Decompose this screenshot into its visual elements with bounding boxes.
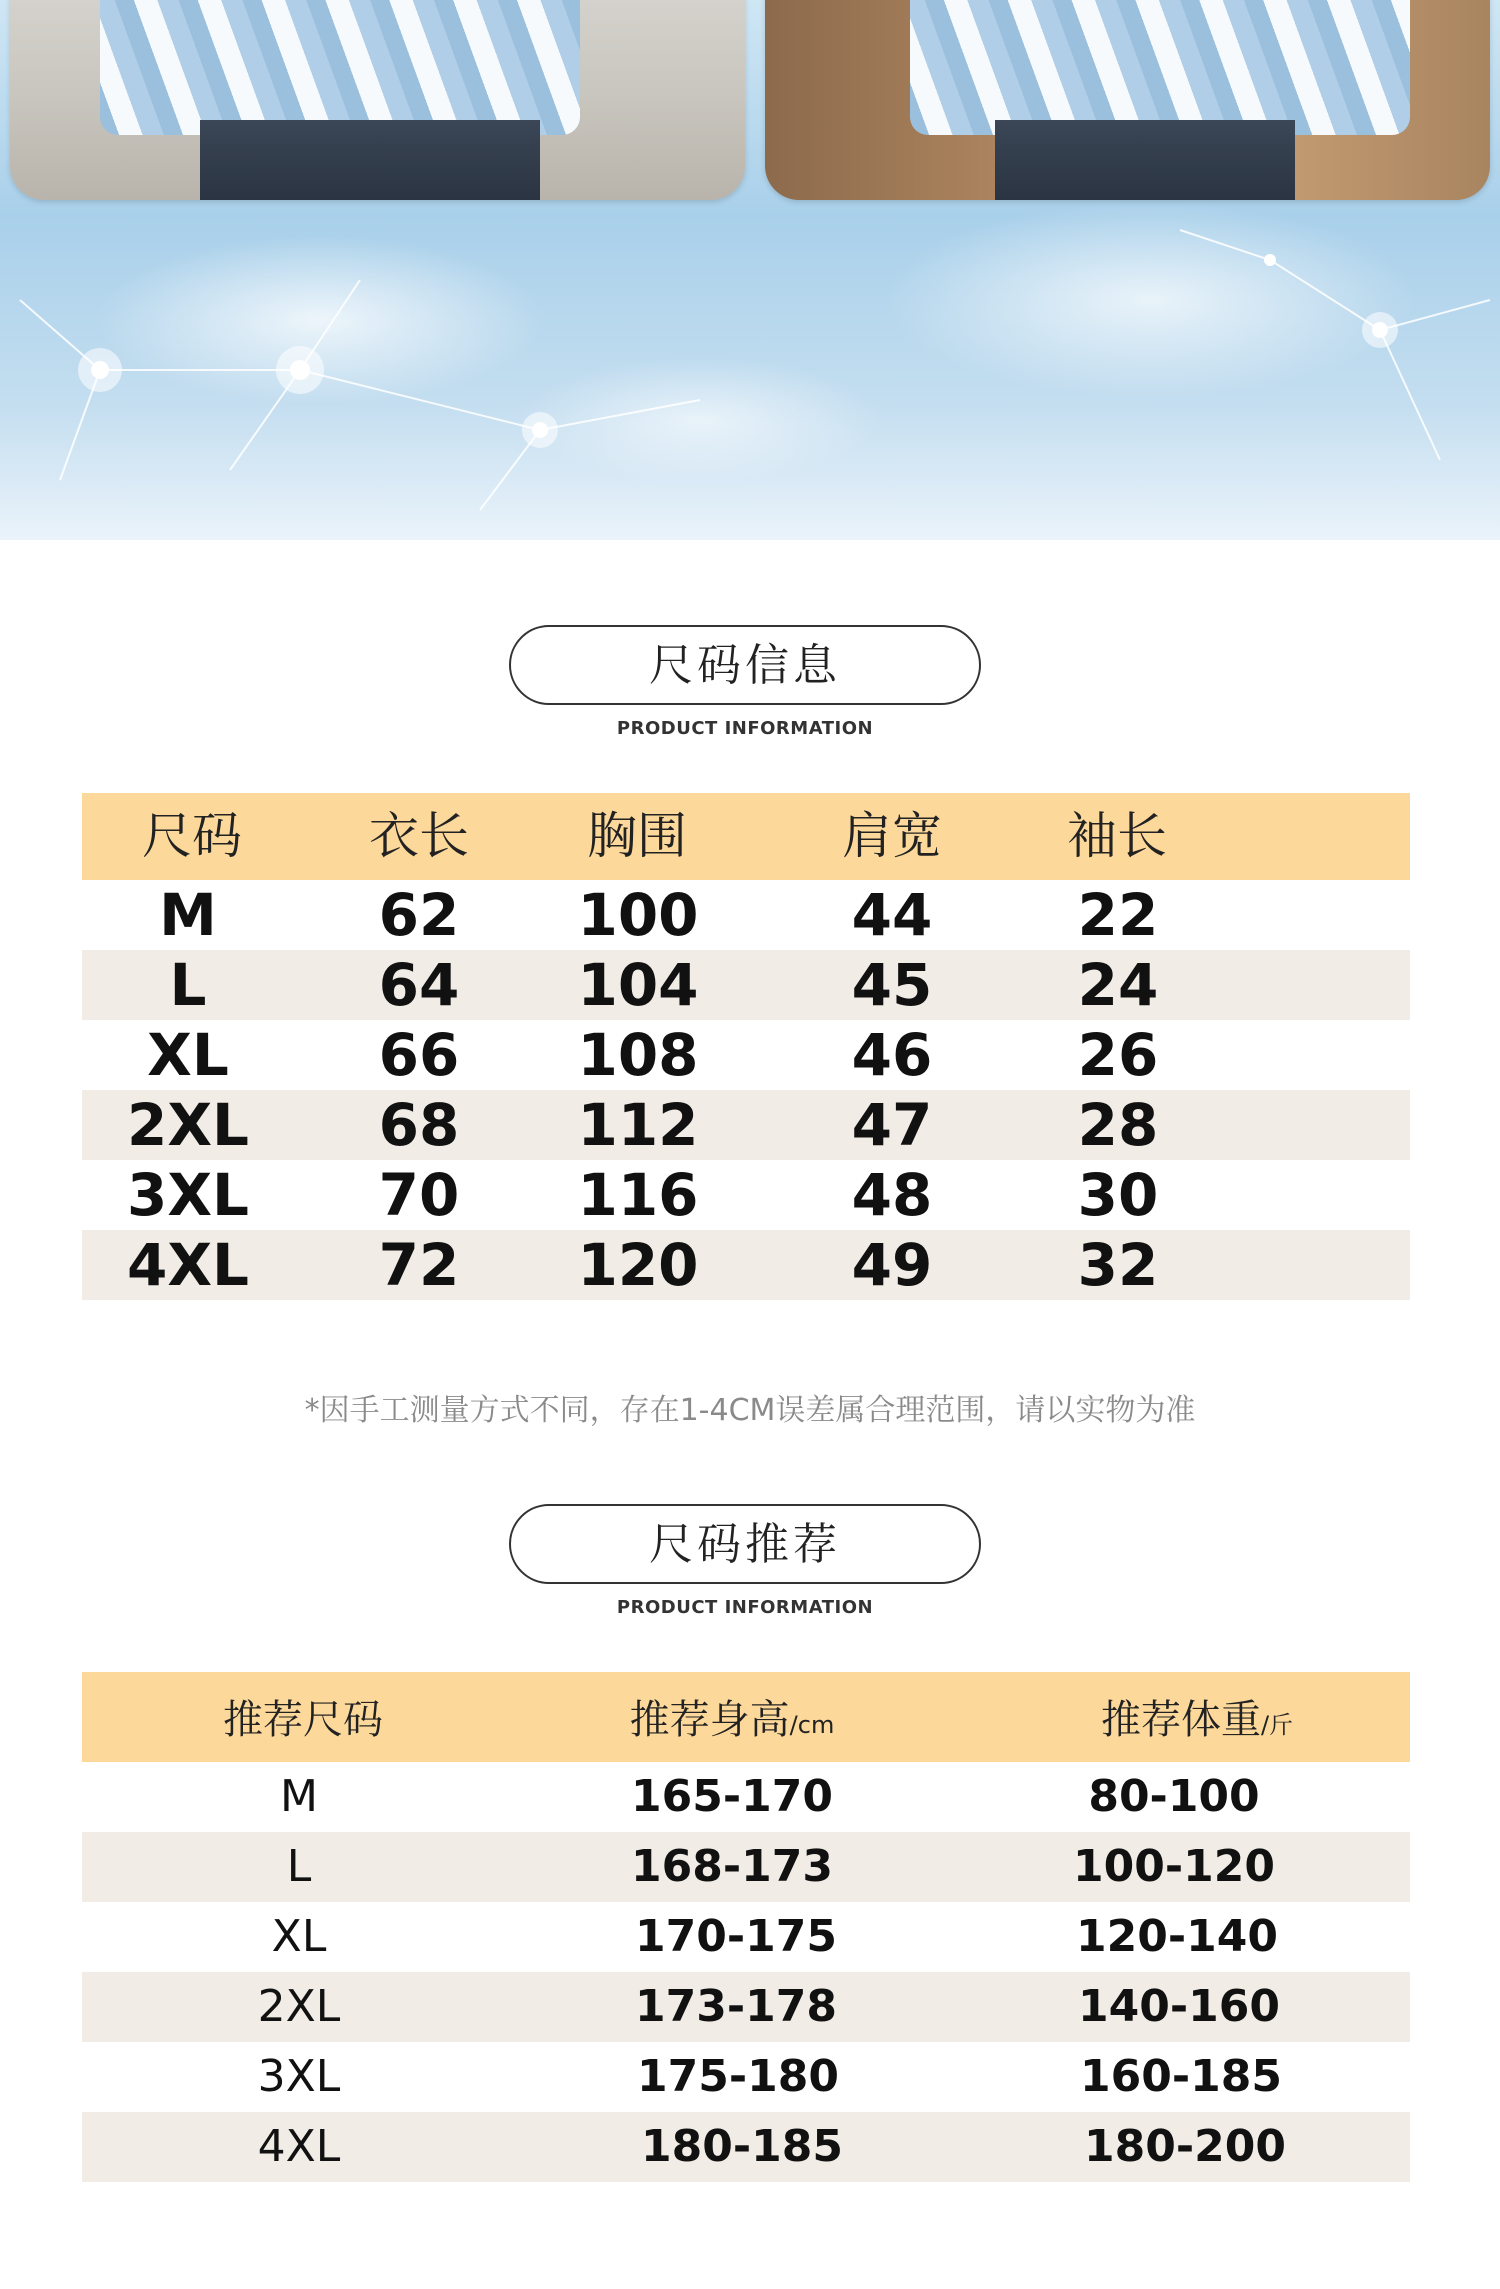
table-cell: 3XL <box>257 2051 341 2102</box>
table-cell: 44 <box>851 881 933 949</box>
table-cell: 48 <box>851 1161 933 1229</box>
table-row <box>82 1230 1410 1300</box>
table-cell: 24 <box>1077 951 1159 1019</box>
table-header <box>82 1672 1410 1762</box>
table-cell: 46 <box>851 1021 933 1089</box>
column-header: 肩宽 <box>842 807 942 865</box>
table-cell: 116 <box>577 1161 699 1229</box>
table-cell: 49 <box>851 1231 933 1299</box>
hero-banner <box>0 0 1500 540</box>
size-recommend-table <box>82 1672 1410 2182</box>
table-cell: L <box>286 1841 312 1892</box>
table-cell: 80-100 <box>1088 1771 1260 1822</box>
column-header: 推荐身高/cm <box>629 1697 835 1743</box>
table-cell: 2XL <box>126 1091 250 1159</box>
table-cell: 45 <box>851 951 933 1019</box>
table-cell: 4XL <box>126 1231 250 1299</box>
column-header: 胸围 <box>587 807 687 865</box>
size-info-title: 尺码信息 <box>509 625 981 705</box>
table-cell: 3XL <box>126 1161 250 1229</box>
table-row <box>82 1160 1410 1230</box>
table-cell: 68 <box>378 1091 460 1159</box>
table-row <box>82 1020 1410 1090</box>
column-header: 推荐尺码 <box>223 1697 383 1743</box>
size-recommend-title: 尺码推荐 <box>509 1504 981 1584</box>
table-cell: 173-178 <box>635 1981 837 2032</box>
table-row <box>82 950 1410 1020</box>
table-cell: 70 <box>378 1161 460 1229</box>
model-photo-front <box>10 0 745 200</box>
table-cell: 180-200 <box>1084 2121 1286 2172</box>
table-row <box>82 1832 1410 1902</box>
table-cell: 30 <box>1077 1161 1159 1229</box>
table-cell: 2XL <box>257 1981 341 2032</box>
table-cell: M <box>280 1771 318 1822</box>
size-info-subtitle: PRODUCT INFORMATION <box>616 718 874 739</box>
table-cell: L <box>169 951 207 1019</box>
table-cell: 112 <box>577 1091 699 1159</box>
table-row <box>82 1762 1410 1832</box>
size-info-table <box>82 793 1410 1300</box>
table-cell: 64 <box>378 951 460 1019</box>
table-cell: 104 <box>577 951 699 1019</box>
table-cell: 72 <box>378 1231 460 1299</box>
column-header: 袖长 <box>1067 807 1167 865</box>
table-cell: 4XL <box>257 2121 341 2172</box>
table-cell: 26 <box>1077 1021 1159 1089</box>
table-cell: M <box>159 881 217 949</box>
column-header: 衣长 <box>369 807 469 865</box>
table-row <box>82 2042 1410 2112</box>
measurement-note: *因手工测量方式不同，存在1-4CM误差属合理范围，请以实物为准 <box>304 1393 1196 1428</box>
column-header: 尺码 <box>142 807 242 865</box>
size-recommend-subtitle: PRODUCT INFORMATION <box>616 1597 874 1618</box>
table-cell: 168-173 <box>631 1841 833 1892</box>
table-cell: 175-180 <box>637 2051 839 2102</box>
table-cell: 120-140 <box>1076 1911 1278 1962</box>
table-cell: 160-185 <box>1080 2051 1282 2102</box>
table-row <box>82 1972 1410 2042</box>
table-cell: 62 <box>378 881 460 949</box>
table-cell: 28 <box>1077 1091 1159 1159</box>
table-row <box>82 2112 1410 2182</box>
table-cell: 108 <box>577 1021 699 1089</box>
table-row <box>82 1090 1410 1160</box>
table-cell: XL <box>271 1911 327 1962</box>
table-cell: 66 <box>378 1021 460 1089</box>
table-cell: 140-160 <box>1078 1981 1280 2032</box>
model-photo-side <box>765 0 1490 200</box>
table-cell: 32 <box>1077 1231 1159 1299</box>
table-row <box>82 1902 1410 1972</box>
table-cell: 120 <box>577 1231 699 1299</box>
table-cell: 100 <box>577 881 699 949</box>
table-header <box>82 793 1410 880</box>
table-row <box>82 880 1410 950</box>
table-cell: 170-175 <box>635 1911 837 1962</box>
table-cell: 100-120 <box>1073 1841 1275 1892</box>
table-cell: 165-170 <box>631 1771 833 1822</box>
table-cell: 22 <box>1077 881 1159 949</box>
table-cell: XL <box>147 1021 229 1089</box>
column-header: 推荐体重/斤 <box>1100 1697 1294 1743</box>
table-cell: 180-185 <box>641 2121 843 2172</box>
table-cell: 47 <box>851 1091 933 1159</box>
